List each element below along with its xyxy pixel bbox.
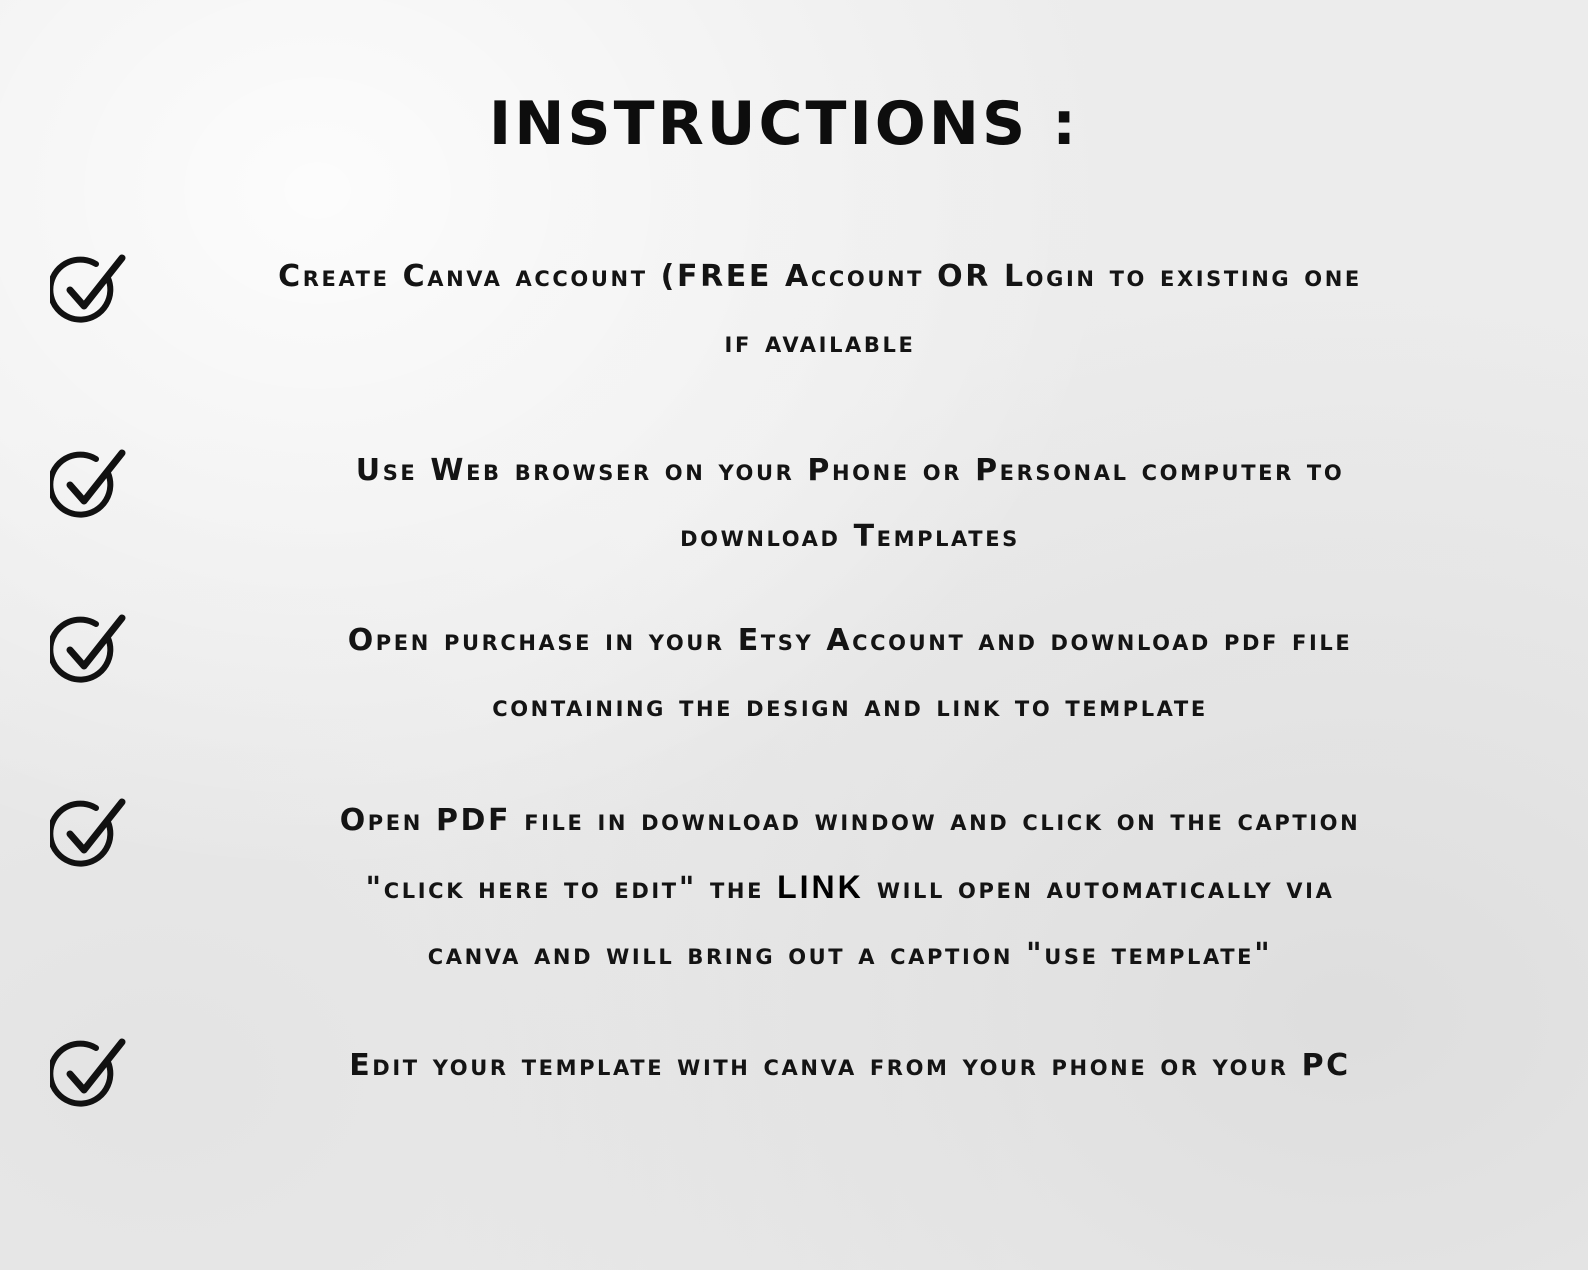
instruction-text — [200, 1033, 1500, 1099]
check-circle-icon — [50, 1036, 128, 1108]
instruction-fragment: will open automatically via — [876, 871, 1335, 906]
instruction-line: containing the design and link to template — [492, 689, 1208, 724]
instruction-text — [200, 438, 1500, 570]
instruction-line: if available — [724, 325, 916, 360]
instruction-line: canva and will bring out a caption "use template" — [427, 937, 1273, 972]
page-title: INSTRUCTIONS : — [488, 89, 1080, 159]
instruction-text — [200, 788, 1500, 988]
instruction-fragment: "click here to edit" the — [365, 871, 765, 906]
instruction-text — [200, 608, 1500, 740]
instruction-line: Use Web browser on your Phone or Personal computer to — [355, 453, 1345, 488]
instruction-line: Open purchase in your Etsy Account and download pdf file — [347, 623, 1353, 658]
instruction-line: download Templates — [680, 519, 1020, 554]
check-circle-icon — [50, 796, 128, 868]
check-circle-icon — [50, 252, 128, 324]
instruction-line — [200, 854, 1500, 922]
instruction-text — [140, 244, 1500, 376]
check-circle-icon — [50, 447, 128, 519]
link-word: LINK — [777, 869, 864, 905]
instruction-line: Edit your template with canva from your phone or your PC — [349, 1048, 1351, 1083]
instruction-line: Create Canva account (FREE Account OR Login to existing one — [278, 259, 1362, 294]
check-circle-icon — [50, 612, 128, 684]
instruction-line: Open PDF file in download window and click on the caption — [339, 803, 1361, 838]
